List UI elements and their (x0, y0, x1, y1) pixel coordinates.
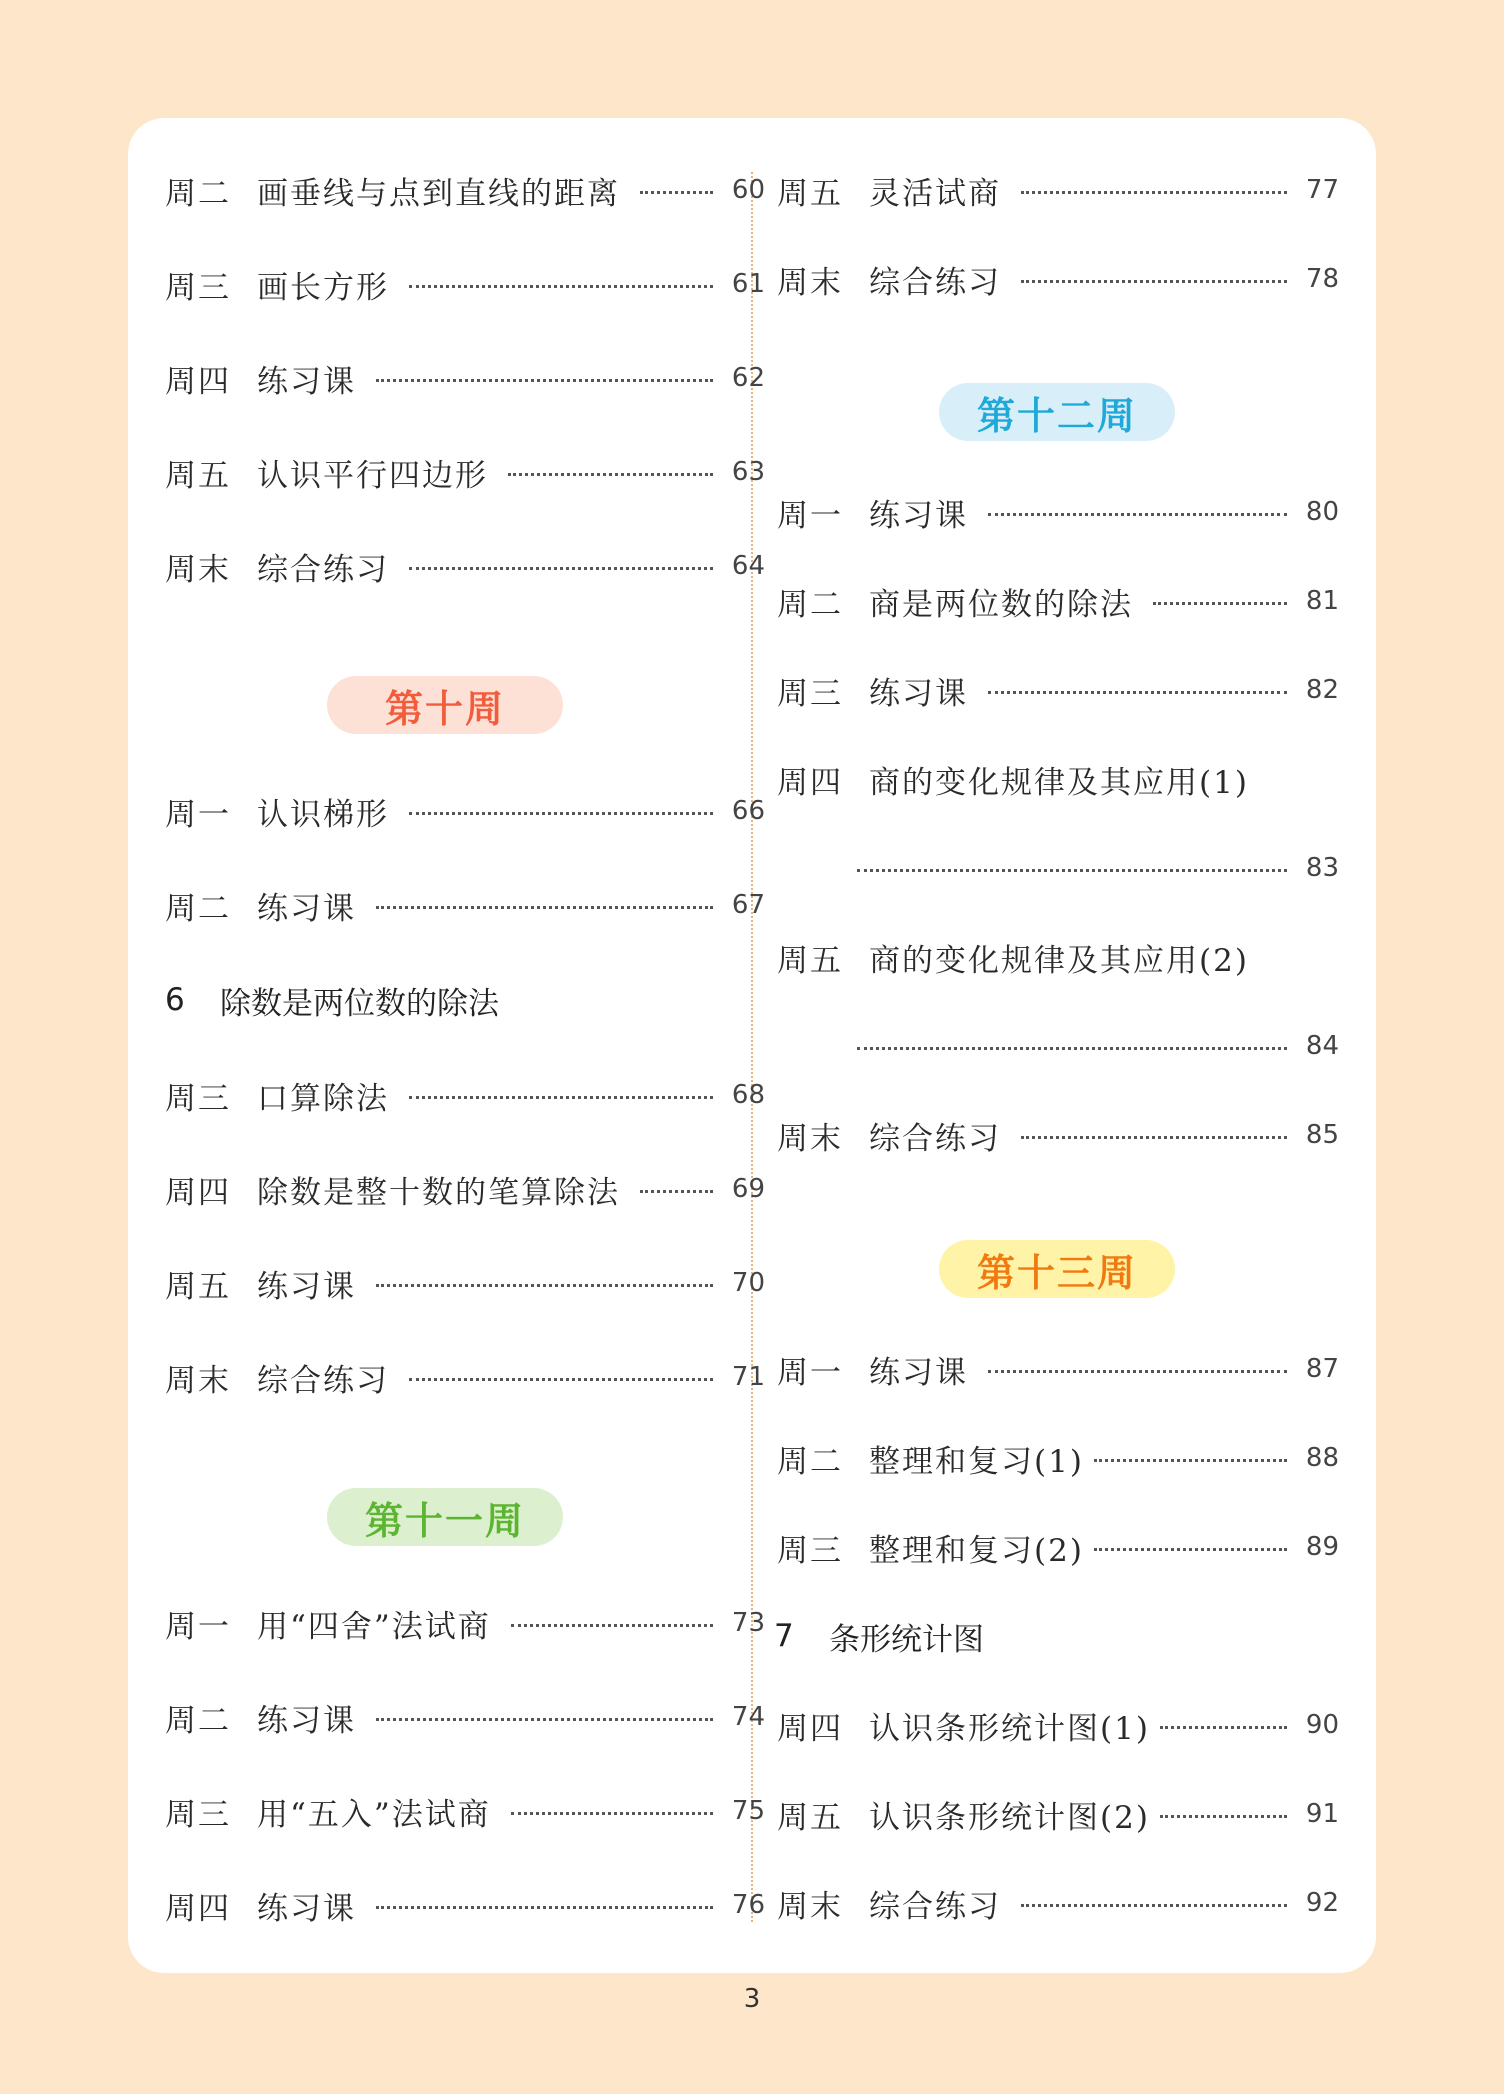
toc-entry[interactable] (777, 1349, 1339, 1389)
leader-dots (640, 191, 713, 194)
entry-topic: 综合练习 (869, 1888, 1001, 1925)
leader-dots (376, 1906, 713, 1909)
entry-day: 周三 (777, 675, 843, 712)
leader-dots (376, 906, 713, 909)
entry-day: 周三 (777, 1532, 843, 1569)
week-label: 第十一周 (364, 1498, 525, 1543)
entry-topic: 画长方形 (257, 269, 389, 306)
entry-topic: 综合练习 (257, 1362, 389, 1399)
toc-entry[interactable] (777, 1705, 1339, 1745)
unit-number: 7 (774, 1618, 794, 1654)
toc-entry-title[interactable] (777, 937, 1339, 977)
toc-entry[interactable] (777, 1115, 1339, 1155)
leader-dots (409, 1096, 713, 1099)
entry-topic: 认识条形统计图(1) (869, 1710, 1150, 1747)
entry-topic: 练习课 (257, 890, 356, 927)
toc-entry[interactable] (777, 1438, 1339, 1478)
unit-title: 除数是两位数的除法 (220, 985, 499, 1022)
toc-entry[interactable] (777, 492, 1339, 532)
leader-dots (1021, 1904, 1287, 1907)
leader-dots (640, 1190, 713, 1193)
entry-day: 周末 (777, 264, 843, 301)
toc-entry[interactable] (165, 1169, 765, 1209)
entry-day: 周二 (165, 1702, 231, 1739)
toc-entry[interactable] (165, 1603, 765, 1643)
entry-page: 89 (1305, 1532, 1339, 1562)
entry-page: 66 (731, 796, 765, 826)
entry-page: 69 (731, 1174, 765, 1204)
entry-day: 周五 (165, 1268, 231, 1305)
entry-topic: 口算除法 (257, 1080, 389, 1117)
column-divider (751, 172, 753, 1922)
toc-entry-continuation[interactable] (777, 1026, 1339, 1066)
entry-day: 周三 (165, 269, 231, 306)
entry-page: 85 (1305, 1120, 1339, 1150)
toc-entry[interactable] (165, 452, 765, 492)
leader-dots (1160, 1815, 1287, 1818)
unit-number: 6 (165, 982, 185, 1018)
entry-topic: 练习课 (869, 675, 968, 712)
toc-entry[interactable] (165, 264, 765, 304)
entry-topic: 练习课 (869, 1354, 968, 1391)
toc-entry[interactable] (165, 1075, 765, 1115)
entry-topic: 综合练习 (257, 551, 389, 588)
toc-entry[interactable] (165, 546, 765, 586)
toc-entry[interactable] (165, 1357, 765, 1397)
entry-page: 71 (731, 1362, 765, 1392)
entry-page: 74 (731, 1702, 765, 1732)
leader-dots (857, 869, 1287, 872)
toc-entry[interactable] (777, 581, 1339, 621)
entry-page: 80 (1305, 497, 1339, 527)
toc-entry[interactable] (165, 358, 765, 398)
leader-dots (988, 1370, 1287, 1373)
entry-day: 周末 (777, 1888, 843, 1925)
entry-page: 87 (1305, 1354, 1339, 1384)
entry-day: 周二 (165, 175, 231, 212)
entry-day: 周三 (165, 1080, 231, 1117)
toc-entry[interactable] (777, 670, 1339, 710)
entry-page: 90 (1305, 1710, 1339, 1740)
toc-entry[interactable] (777, 259, 1339, 299)
entry-page: 63 (731, 457, 765, 487)
entry-topic: 用“四舍”法试商 (257, 1608, 491, 1645)
entry-topic: 灵活试商 (869, 175, 1001, 212)
entry-day: 周五 (165, 457, 231, 494)
entry-topic: 整理和复习(1) (869, 1443, 1084, 1480)
entry-day: 周一 (777, 497, 843, 534)
entry-day: 周四 (165, 363, 231, 400)
leader-dots (1094, 1548, 1287, 1551)
toc-entry[interactable] (777, 1883, 1339, 1923)
week-10-badge (327, 676, 563, 734)
leader-dots (409, 812, 713, 815)
entry-topic: 用“五入”法试商 (257, 1796, 491, 1833)
entry-topic: 练习课 (257, 363, 356, 400)
entry-topic: 认识梯形 (257, 796, 389, 833)
entry-day: 周一 (165, 1608, 231, 1645)
unit-heading[interactable] (774, 1614, 984, 1658)
entry-topic: 练习课 (257, 1268, 356, 1305)
entry-page: 61 (731, 269, 765, 299)
entry-page: 84 (1305, 1031, 1339, 1061)
toc-entry[interactable] (777, 1527, 1339, 1567)
entry-topic: 商是两位数的除法 (869, 586, 1133, 623)
leader-dots (1094, 1459, 1287, 1462)
entry-page: 82 (1305, 675, 1339, 705)
toc-entry[interactable] (165, 170, 765, 210)
toc-entry[interactable] (165, 1885, 765, 1925)
entry-topic: 整理和复习(2) (869, 1532, 1084, 1569)
entry-day: 周四 (777, 764, 843, 801)
entry-page: 67 (731, 890, 765, 920)
entry-day: 周二 (777, 586, 843, 623)
leader-dots (409, 285, 713, 288)
entry-page: 91 (1305, 1799, 1339, 1829)
entry-topic: 画垂线与点到直线的距离 (257, 175, 620, 212)
entry-day: 周四 (165, 1174, 231, 1211)
entry-page: 76 (731, 1890, 765, 1920)
unit-title: 条形统计图 (829, 1621, 984, 1658)
leader-dots (409, 567, 713, 570)
entry-topic: 综合练习 (869, 264, 1001, 301)
entry-page: 75 (731, 1796, 765, 1826)
page-number: 3 (743, 1984, 761, 2014)
entry-day: 周末 (777, 1120, 843, 1157)
leader-dots (1021, 1136, 1287, 1139)
entry-topic: 商的变化规律及其应用(1) (869, 764, 1249, 801)
week-13-badge (939, 1240, 1175, 1298)
entry-page: 64 (731, 551, 765, 581)
entry-day: 周二 (165, 890, 231, 927)
toc-entry[interactable] (165, 885, 765, 925)
leader-dots (988, 691, 1287, 694)
entry-day: 周一 (165, 796, 231, 833)
leader-dots (376, 1718, 713, 1721)
entry-topic: 认识平行四边形 (257, 457, 488, 494)
entry-topic: 商的变化规律及其应用(2) (869, 942, 1249, 979)
entry-page: 81 (1305, 586, 1339, 616)
entry-day: 周四 (777, 1710, 843, 1747)
entry-topic: 练习课 (257, 1702, 356, 1739)
leader-dots (988, 513, 1287, 516)
entry-page: 70 (731, 1268, 765, 1298)
leader-dots (511, 1624, 713, 1627)
leader-dots (409, 1378, 713, 1381)
leader-dots (1021, 280, 1287, 283)
entry-day: 周三 (165, 1796, 231, 1833)
entry-topic: 除数是整十数的笔算除法 (257, 1174, 620, 1211)
entry-day: 周五 (777, 942, 843, 979)
entry-day: 周五 (777, 175, 843, 212)
leader-dots (1021, 191, 1287, 194)
entry-day: 周五 (777, 1799, 843, 1836)
week-12-badge (939, 383, 1175, 441)
leader-dots (1153, 602, 1287, 605)
entry-day: 周二 (777, 1443, 843, 1480)
week-label: 第十周 (384, 686, 505, 731)
entry-page: 77 (1305, 175, 1339, 205)
leader-dots (376, 1284, 713, 1287)
entry-topic: 认识条形统计图(2) (869, 1799, 1150, 1836)
entry-page: 73 (731, 1608, 765, 1638)
toc-entry[interactable] (777, 1794, 1339, 1834)
entry-page: 92 (1305, 1888, 1339, 1918)
entry-day: 周四 (165, 1890, 231, 1927)
entry-topic: 练习课 (869, 497, 968, 534)
week-label: 第十二周 (976, 393, 1137, 438)
entry-topic: 综合练习 (869, 1120, 1001, 1157)
entry-day: 周末 (165, 1362, 231, 1399)
leader-dots (1160, 1726, 1287, 1729)
entry-page: 88 (1305, 1443, 1339, 1473)
toc-entry-continuation[interactable] (777, 848, 1339, 888)
leader-dots (508, 473, 713, 476)
entry-day: 周一 (777, 1354, 843, 1391)
toc-entry-title[interactable] (777, 759, 1339, 799)
unit-heading[interactable] (165, 978, 499, 1022)
entry-page: 83 (1305, 853, 1339, 883)
toc-entry[interactable] (165, 1791, 765, 1831)
toc-entry[interactable] (165, 1697, 765, 1737)
leader-dots (376, 379, 713, 382)
entry-page: 78 (1305, 264, 1339, 294)
toc-entry[interactable] (777, 170, 1339, 210)
entry-page: 60 (731, 175, 765, 205)
toc-entry[interactable] (165, 1263, 765, 1303)
entry-page: 62 (731, 363, 765, 393)
entry-topic: 练习课 (257, 1890, 356, 1927)
leader-dots (857, 1047, 1287, 1050)
week-11-badge (327, 1488, 563, 1546)
entry-day: 周末 (165, 551, 231, 588)
leader-dots (511, 1812, 713, 1815)
toc-entry[interactable] (165, 791, 765, 831)
entry-page: 68 (731, 1080, 765, 1110)
week-label: 第十三周 (976, 1250, 1137, 1295)
